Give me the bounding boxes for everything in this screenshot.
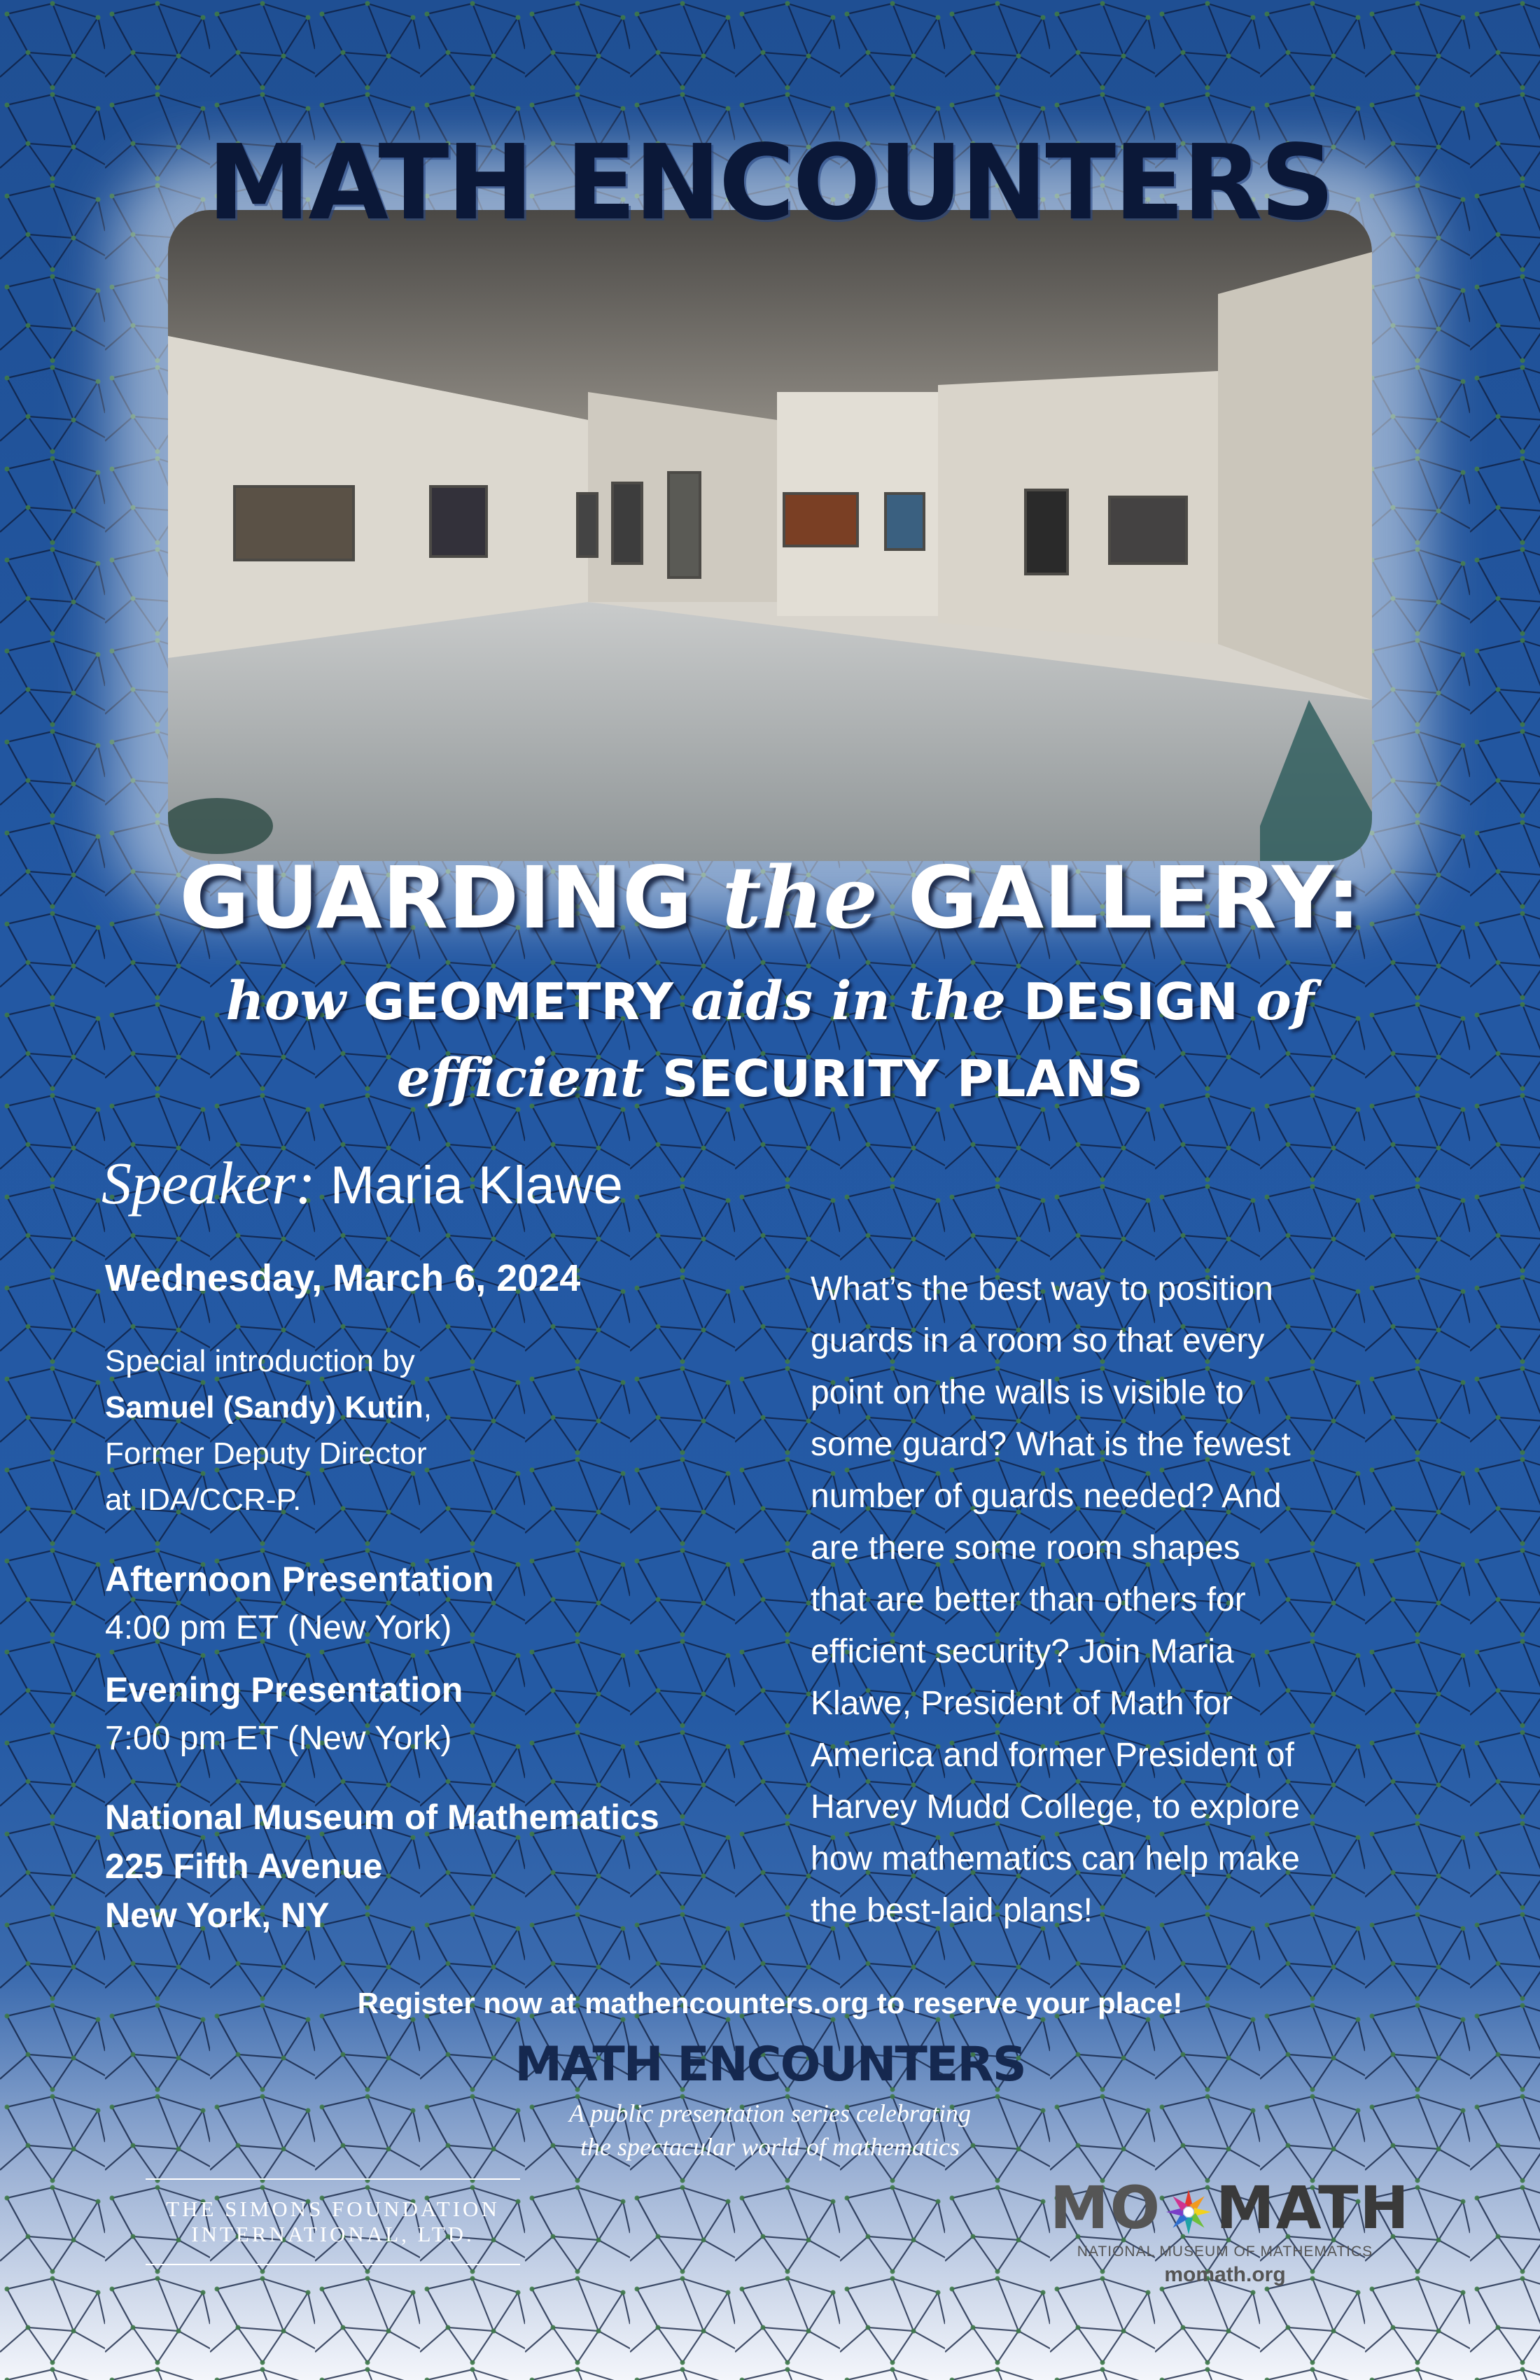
- event-date: Wednesday, March 6, 2024: [105, 1257, 581, 1299]
- simons-foundation-logo: [146, 2178, 520, 2265]
- title-part3: GALLERY:: [907, 848, 1361, 948]
- registration-callout: [0, 1987, 1540, 2020]
- description-line: guards in a room so that every: [811, 1322, 1265, 1359]
- special-introduction: [105, 1338, 777, 1523]
- register-link[interactable]: mathencounters.org: [584, 1987, 869, 2019]
- tagline-line: A public presentation series celebrating: [569, 2099, 971, 2127]
- description-line: Harvey Mudd College, to explore: [811, 1788, 1301, 1826]
- momath-url[interactable]: momath.org: [1164, 2263, 1286, 2286]
- venue-line: 225 Fifth Avenue: [105, 1847, 383, 1886]
- speaker-name: Maria Klawe: [330, 1156, 623, 1215]
- momath-wordmark: [1050, 2174, 1410, 2242]
- momath-star-icon: [1164, 2188, 1213, 2236]
- momath-mo: MO: [1050, 2174, 1161, 2242]
- event-subtitle-line2: [0, 1046, 1540, 1109]
- description-line: number of guards needed? And: [811, 1478, 1282, 1515]
- intro-prefix: Special introduction by: [105, 1344, 415, 1378]
- register-suffix: to reserve your place!: [876, 1987, 1183, 2019]
- gallery-photo: [168, 210, 1372, 861]
- tagline-line: the spectacular world of mathematics: [580, 2133, 960, 2161]
- intro-comma: ,: [423, 1390, 432, 1424]
- event-description: [811, 1264, 1441, 1937]
- description-line: are there some room shapes: [811, 1530, 1240, 1567]
- subtitle-word: of: [1256, 969, 1315, 1032]
- description-line: America and former President of: [811, 1737, 1294, 1774]
- venue-line: New York, NY: [105, 1896, 330, 1935]
- afternoon-title: Afternoon Presentation: [105, 1560, 494, 1599]
- subtitle-word: GEOMETRY: [363, 972, 674, 1031]
- footer-tagline: [0, 2096, 1540, 2164]
- description-line: that are better than others for: [811, 1581, 1246, 1618]
- register-prefix: Register now at: [357, 1987, 577, 2019]
- subtitle-word: how: [225, 969, 346, 1032]
- subtitle-word: efficient: [396, 1046, 645, 1109]
- description-line: the best-laid plans!: [811, 1892, 1093, 1929]
- divider: [146, 2178, 520, 2180]
- masthead-logo: MATH ENCOUNTERS: [207, 122, 1333, 243]
- event-subtitle-line1: [0, 969, 1540, 1032]
- sponsor-line: THE SIMONS FOUNDATION: [166, 2197, 500, 2221]
- title-part1: GUARDING: [179, 848, 692, 948]
- intro-role: at IDA/CCR-P.: [105, 1483, 302, 1517]
- divider: [146, 2264, 520, 2265]
- description-line: What’s the best way to position: [811, 1270, 1273, 1308]
- event-title: [0, 847, 1540, 948]
- description-line: some guard? What is the fewest: [811, 1426, 1291, 1463]
- sponsor-line: INTERNATIONAL, LTD.: [191, 2222, 475, 2246]
- momath-logo: [1050, 2174, 1410, 2287]
- afternoon-time: 4:00 pm ET (New York): [105, 1609, 452, 1646]
- speaker: [102, 1148, 623, 1218]
- description-line: efficient security? Join Maria: [811, 1633, 1234, 1670]
- intro-name: Samuel (Sandy) Kutin: [105, 1390, 424, 1424]
- description-line: point on the walls is visible to: [811, 1374, 1244, 1411]
- intro-role: Former Deputy Director: [105, 1436, 427, 1471]
- event-details: [105, 1256, 777, 1940]
- momath-full-name: NATIONAL MUSEUM OF MATHEMATICS: [1077, 2244, 1373, 2260]
- footer-logo: MATH ENCOUNTERS: [514, 2037, 1026, 2092]
- momath-math: MATH: [1216, 2174, 1410, 2242]
- subtitle-word: DESIGN: [1023, 972, 1238, 1031]
- evening-time: 7:00 pm ET (New York): [105, 1720, 452, 1757]
- description-line: how mathematics can help make: [811, 1840, 1300, 1877]
- subtitle-word: aids in the: [691, 969, 1006, 1032]
- evening-title: Evening Presentation: [105, 1670, 463, 1709]
- venue-address: [105, 1793, 777, 1940]
- venue-line: National Museum of Mathematics: [105, 1798, 659, 1837]
- subtitle-word: SECURITY PLANS: [662, 1049, 1144, 1108]
- description-line: Klawe, President of Math for: [811, 1685, 1233, 1722]
- title-part2: the: [722, 847, 878, 948]
- speaker-label: Speaker:: [102, 1149, 316, 1217]
